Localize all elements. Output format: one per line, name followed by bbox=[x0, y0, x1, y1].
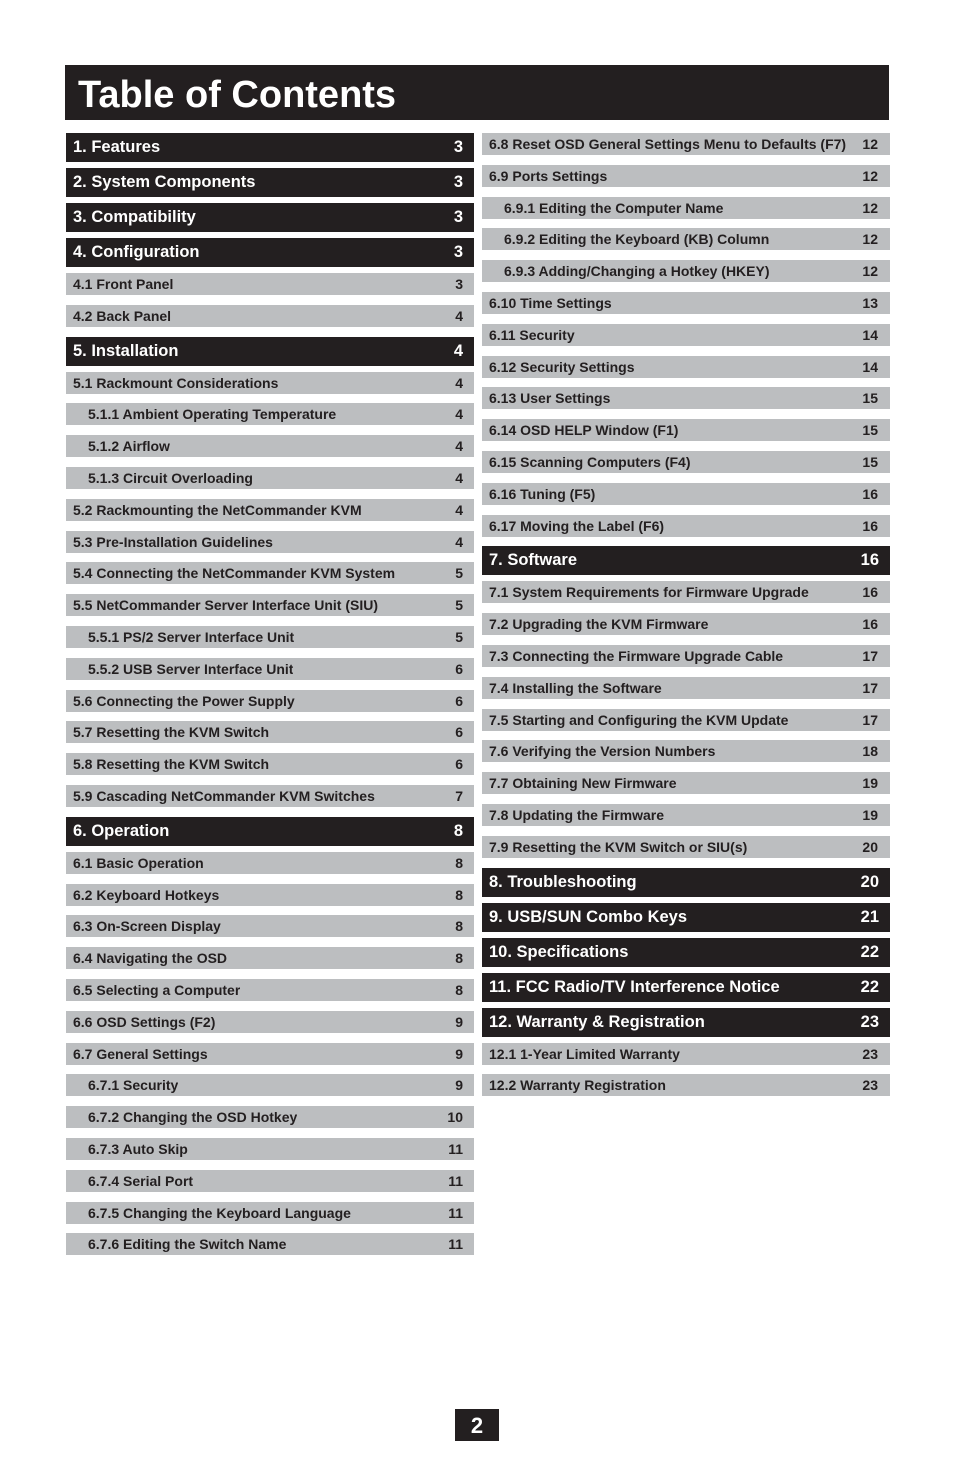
toc-entry[interactable] bbox=[66, 372, 474, 394]
toc-entry-page: 3 bbox=[453, 138, 463, 156]
toc-section-entry[interactable] bbox=[482, 973, 890, 1002]
toc-entry-label: 5.7 Resetting the KVM Switch bbox=[73, 724, 270, 741]
toc-entry-page: 16 bbox=[860, 551, 879, 570]
toc-entry[interactable] bbox=[482, 581, 890, 603]
toc-entry-page: 17 bbox=[862, 711, 878, 728]
toc-entry-page: 4 bbox=[455, 374, 463, 391]
toc-entry[interactable] bbox=[66, 690, 474, 712]
toc-entry-label: 7.9 Resetting the KVM Switch or SIU(s) bbox=[489, 838, 748, 855]
toc-entry-label: 6.7 General Settings bbox=[73, 1045, 208, 1062]
toc-entry[interactable] bbox=[66, 1202, 474, 1224]
toc-entry-label: 6.11 Security bbox=[489, 326, 575, 343]
toc-entry-label: 6.3 On-Screen Display bbox=[73, 918, 221, 935]
toc-entry[interactable] bbox=[66, 594, 474, 616]
toc-entry-page: 4 bbox=[455, 438, 463, 455]
toc-entry[interactable] bbox=[482, 709, 890, 731]
toc-entry[interactable] bbox=[66, 884, 474, 906]
toc-entry-page: 6 bbox=[455, 692, 463, 709]
toc-entry-page: 6 bbox=[455, 756, 463, 773]
toc-entry-page: 15 bbox=[862, 390, 878, 407]
toc-entry[interactable] bbox=[482, 1074, 890, 1096]
toc-entry[interactable] bbox=[66, 947, 474, 969]
toc-entry-label: 6.7.2 Changing the OSD Hotkey bbox=[88, 1109, 298, 1126]
toc-entry-page: 7 bbox=[455, 787, 463, 804]
toc-entry-page: 8 bbox=[453, 821, 463, 840]
toc-entry[interactable] bbox=[482, 515, 890, 537]
toc-entry-label: 5.2 Rackmounting the NetCommander KVM bbox=[73, 501, 362, 518]
toc-entry-label: 6.7.3 Auto Skip bbox=[88, 1140, 188, 1157]
toc-entry-page: 16 bbox=[862, 616, 878, 633]
toc-entry-label: 2. System Components bbox=[73, 173, 256, 191]
toc-entry[interactable] bbox=[482, 836, 890, 858]
toc-entry-label: 5.6 Connecting the Power Supply bbox=[73, 692, 295, 709]
toc-entry[interactable] bbox=[66, 1106, 474, 1128]
toc-entry[interactable] bbox=[482, 228, 890, 250]
toc-section-entry[interactable] bbox=[66, 203, 474, 232]
toc-section-entry[interactable] bbox=[66, 817, 474, 846]
toc-entry-label: 6.5 Selecting a Computer bbox=[73, 981, 241, 998]
toc-entry-label: 4.1 Front Panel bbox=[73, 276, 174, 292]
toc-entry-label: 6.7.4 Serial Port bbox=[88, 1172, 194, 1189]
toc-entry-label: 6.7.1 Security bbox=[88, 1077, 179, 1094]
toc-entry[interactable] bbox=[66, 626, 474, 648]
toc-entry-label: 5.9 Cascading NetCommander KVM Switches bbox=[73, 787, 375, 804]
toc-entry[interactable] bbox=[482, 451, 890, 473]
toc-entry-page: 4 bbox=[455, 533, 463, 550]
toc-entry[interactable] bbox=[66, 1074, 474, 1096]
toc-entry-page: 6 bbox=[455, 724, 463, 741]
toc-entry-page: 12 bbox=[862, 199, 878, 216]
toc-entry[interactable] bbox=[66, 305, 474, 327]
toc-entry-page: 4 bbox=[455, 307, 463, 324]
toc-entry-page: 8 bbox=[455, 886, 463, 903]
toc-entry-label: 6.16 Tuning (F5) bbox=[489, 485, 596, 502]
toc-entry-page: 23 bbox=[862, 1045, 878, 1062]
toc-entry-page: 8 bbox=[455, 918, 463, 935]
toc-entry-label: 5.3 Pre-Installation Guidelines bbox=[73, 533, 273, 550]
toc-entry-label: 4. Configuration bbox=[73, 243, 200, 261]
toc-entry-label: 12. Warranty & Registration bbox=[489, 1012, 705, 1031]
toc-entry-page: 6 bbox=[455, 660, 463, 677]
toc-entry-page: 4 bbox=[455, 501, 463, 518]
toc-entry-label: 9. USB/SUN Combo Keys bbox=[489, 907, 688, 926]
toc-entry-page: 22 bbox=[860, 942, 879, 961]
toc-section-entry[interactable] bbox=[66, 168, 474, 197]
toc-entry-page: 3 bbox=[453, 173, 463, 191]
toc-entry-label: 6.4 Navigating the OSD bbox=[73, 950, 228, 967]
toc-entry-page: 19 bbox=[862, 775, 878, 792]
toc-entry-label: 6.6 OSD Settings (F2) bbox=[73, 1013, 216, 1030]
toc-entry-page: 23 bbox=[862, 1077, 878, 1094]
toc-entry-page: 4 bbox=[455, 469, 463, 486]
toc-entry-page: 12 bbox=[862, 231, 878, 248]
toc-entry-label: 6.15 Scanning Computers (F4) bbox=[489, 453, 691, 470]
toc-entry-page: 5 bbox=[455, 597, 463, 614]
toc-entry[interactable] bbox=[482, 1043, 890, 1065]
toc-entry[interactable] bbox=[66, 1043, 474, 1065]
toc-entry[interactable] bbox=[66, 979, 474, 1001]
toc-entry-page: 23 bbox=[860, 1012, 879, 1031]
toc-entry[interactable] bbox=[66, 785, 474, 807]
toc-entry-label: 5.8 Resetting the KVM Switch bbox=[73, 756, 270, 773]
toc-entry[interactable] bbox=[482, 165, 890, 187]
toc-entry-label: 5.5 NetCommander Server Interface Unit (SIU) bbox=[73, 597, 378, 614]
toc-entry[interactable] bbox=[482, 772, 890, 794]
toc-entry-label: 6. Operation bbox=[73, 821, 170, 840]
toc-entry-label: 7.2 Upgrading the KVM Firmware bbox=[489, 616, 709, 633]
toc-entry-page: 21 bbox=[860, 907, 879, 926]
toc-entry-page: 12 bbox=[862, 136, 878, 152]
toc-entry-label: 5. Installation bbox=[73, 341, 179, 360]
toc-entry-page: 3 bbox=[453, 243, 463, 261]
toc-entry-label: 11. FCC Radio/TV Interference Notice bbox=[489, 977, 780, 996]
toc-section-entry[interactable] bbox=[482, 546, 890, 575]
toc-entry[interactable] bbox=[66, 531, 474, 553]
toc-entry-page: 9 bbox=[455, 1013, 463, 1030]
toc-entry-page: 11 bbox=[448, 1172, 463, 1189]
toc-entry[interactable] bbox=[482, 197, 890, 219]
toc-section-entry[interactable] bbox=[66, 238, 474, 267]
toc-entry-page: 3 bbox=[455, 276, 463, 292]
toc-entry-label: 6.13 User Settings bbox=[489, 390, 611, 407]
toc-entry-label: 5.1.3 Circuit Overloading bbox=[88, 469, 253, 486]
toc-entry-label: 10. Specifications bbox=[489, 942, 629, 961]
toc-entry-label: 1. Features bbox=[73, 138, 161, 156]
toc-entry-page: 12 bbox=[862, 263, 878, 280]
toc-entry-label: 8. Troubleshooting bbox=[489, 872, 637, 891]
toc-entry[interactable] bbox=[66, 753, 474, 775]
page-title: Table of Contents bbox=[65, 65, 889, 120]
toc-section-entry[interactable] bbox=[482, 903, 890, 932]
toc-entry-page: 13 bbox=[862, 294, 878, 311]
toc-entry-page: 15 bbox=[862, 422, 878, 439]
toc-entry-label: 5.1.1 Ambient Operating Temperature bbox=[88, 406, 337, 423]
toc-entry-page: 3 bbox=[453, 208, 463, 226]
toc-entry[interactable] bbox=[66, 1011, 474, 1033]
toc-entry-page: 22 bbox=[860, 977, 879, 996]
toc-entry-page: 4 bbox=[455, 406, 463, 423]
toc-entry-page: 5 bbox=[455, 628, 463, 645]
toc-entry[interactable] bbox=[66, 721, 474, 743]
toc-entry-page: 16 bbox=[862, 485, 878, 502]
toc-entry[interactable] bbox=[66, 273, 474, 295]
toc-column-right bbox=[482, 133, 890, 1106]
toc-entry-page: 20 bbox=[862, 838, 878, 855]
toc-column-left bbox=[66, 133, 474, 1265]
toc-entry-label: 12.1 1-Year Limited Warranty bbox=[489, 1045, 680, 1062]
toc-entry-page: 11 bbox=[448, 1140, 463, 1157]
toc-entry-label: 6.7.6 Editing the Switch Name bbox=[88, 1236, 287, 1253]
toc-entry-label: 6.9.3 Adding/Changing a Hotkey (HKEY) bbox=[504, 263, 770, 280]
toc-entry-label: 7.8 Updating the Firmware bbox=[489, 806, 665, 823]
toc-entry-label: 6.2 Keyboard Hotkeys bbox=[73, 886, 220, 903]
toc-entry[interactable] bbox=[482, 324, 890, 346]
toc-entry-label: 6.12 Security Settings bbox=[489, 358, 635, 375]
toc-entry-page: 14 bbox=[862, 358, 878, 375]
toc-entry[interactable] bbox=[66, 499, 474, 521]
toc-entry-page: 8 bbox=[455, 981, 463, 998]
toc-entry-label: 6.9.1 Editing the Computer Name bbox=[504, 199, 724, 216]
toc-entry[interactable] bbox=[66, 467, 474, 489]
toc-entry-page: 8 bbox=[455, 950, 463, 967]
toc-entry-page: 16 bbox=[862, 517, 878, 534]
toc-entry[interactable] bbox=[66, 852, 474, 874]
toc-entry-label: 12.2 Warranty Registration bbox=[489, 1077, 666, 1094]
toc-entry-page: 14 bbox=[862, 326, 878, 343]
toc-entry[interactable] bbox=[66, 1170, 474, 1192]
toc-entry-label: 6.7.5 Changing the Keyboard Language bbox=[88, 1204, 351, 1221]
toc-section-entry[interactable] bbox=[66, 337, 474, 366]
toc-entry-page: 5 bbox=[455, 565, 463, 582]
toc-entry[interactable] bbox=[482, 645, 890, 667]
toc-entry-page: 17 bbox=[862, 679, 878, 696]
toc-entry-label: 6.10 Time Settings bbox=[489, 294, 612, 311]
page-number: 2 bbox=[455, 1409, 499, 1441]
toc-entry[interactable] bbox=[482, 260, 890, 282]
toc-entry-label: 7.3 Connecting the Firmware Upgrade Cable bbox=[489, 647, 784, 664]
toc-entry[interactable] bbox=[482, 387, 890, 409]
toc-entry-label: 6.8 Reset OSD General Settings Menu to Defaults (F7) bbox=[489, 136, 847, 152]
toc-entry[interactable] bbox=[66, 1138, 474, 1160]
toc-entry[interactable] bbox=[66, 658, 474, 680]
toc-entry-label: 7.1 System Requirements for Firmware Upgrade bbox=[489, 584, 809, 601]
toc-entry-label: 7. Software bbox=[489, 551, 578, 570]
toc-entry[interactable] bbox=[482, 419, 890, 441]
toc-entry-page: 8 bbox=[455, 854, 463, 871]
toc-entry[interactable] bbox=[66, 403, 474, 425]
toc-entry-label: 6.17 Moving the Label (F6) bbox=[489, 517, 665, 534]
toc-entry[interactable] bbox=[482, 133, 890, 155]
toc-section-entry[interactable] bbox=[482, 868, 890, 897]
toc-entry-label: 7.4 Installing the Software bbox=[489, 679, 662, 696]
toc-entry-label: 6.9.2 Editing the Keyboard (KB) Column bbox=[504, 231, 770, 248]
toc-entry[interactable] bbox=[482, 613, 890, 635]
toc-entry-page: 9 bbox=[455, 1077, 463, 1094]
toc-entry-page: 15 bbox=[862, 453, 878, 470]
toc-entry-page: 11 bbox=[448, 1204, 463, 1221]
toc-entry-label: 7.5 Starting and Configuring the KVM Update bbox=[489, 711, 789, 728]
toc-entry-label: 5.5.1 PS/2 Server Interface Unit bbox=[88, 628, 295, 645]
toc-entry[interactable] bbox=[482, 292, 890, 314]
toc-entry-label: 6.9 Ports Settings bbox=[489, 167, 608, 184]
toc-entry-label: 6.14 OSD HELP Window (F1) bbox=[489, 422, 679, 439]
toc-entry[interactable] bbox=[482, 804, 890, 826]
toc-entry-page: 16 bbox=[862, 584, 878, 601]
toc-entry-page: 11 bbox=[448, 1236, 463, 1253]
toc-entry-page: 17 bbox=[862, 647, 878, 664]
toc-entry-label: 5.4 Connecting the NetCommander KVM System bbox=[73, 565, 396, 582]
toc-entry[interactable] bbox=[482, 483, 890, 505]
toc-entry-page: 9 bbox=[455, 1045, 463, 1062]
toc-section-entry[interactable] bbox=[66, 133, 474, 162]
toc-entry-page: 20 bbox=[860, 872, 879, 891]
toc-entry[interactable] bbox=[66, 1233, 474, 1255]
toc-entry-label: 4.2 Back Panel bbox=[73, 307, 172, 324]
toc-entry-page: 19 bbox=[862, 806, 878, 823]
toc-section-entry[interactable] bbox=[482, 938, 890, 967]
toc-section-entry[interactable] bbox=[482, 1008, 890, 1037]
toc-entry[interactable] bbox=[482, 740, 890, 762]
toc-entry-label: 3. Compatibility bbox=[73, 208, 196, 226]
toc-entry-page: 18 bbox=[862, 743, 878, 760]
toc-entry-page: 12 bbox=[862, 167, 878, 184]
toc-entry-label: 7.6 Verifying the Version Numbers bbox=[489, 743, 716, 760]
toc-entry-label: 6.1 Basic Operation bbox=[73, 854, 204, 871]
toc-entry-label: 5.1.2 Airflow bbox=[88, 438, 170, 455]
toc-entry[interactable] bbox=[66, 562, 474, 584]
toc-entry-page: 10 bbox=[447, 1109, 463, 1126]
toc-entry-label: 5.1 Rackmount Considerations bbox=[73, 374, 279, 391]
toc-entry[interactable] bbox=[66, 915, 474, 937]
toc-entry-label: 5.5.2 USB Server Interface Unit bbox=[88, 660, 294, 677]
toc-entry[interactable] bbox=[482, 677, 890, 699]
toc-entry[interactable] bbox=[482, 356, 890, 378]
toc-entry-page: 4 bbox=[453, 341, 463, 360]
toc-entry-label: 7.7 Obtaining New Firmware bbox=[489, 775, 677, 792]
toc-entry[interactable] bbox=[66, 435, 474, 457]
